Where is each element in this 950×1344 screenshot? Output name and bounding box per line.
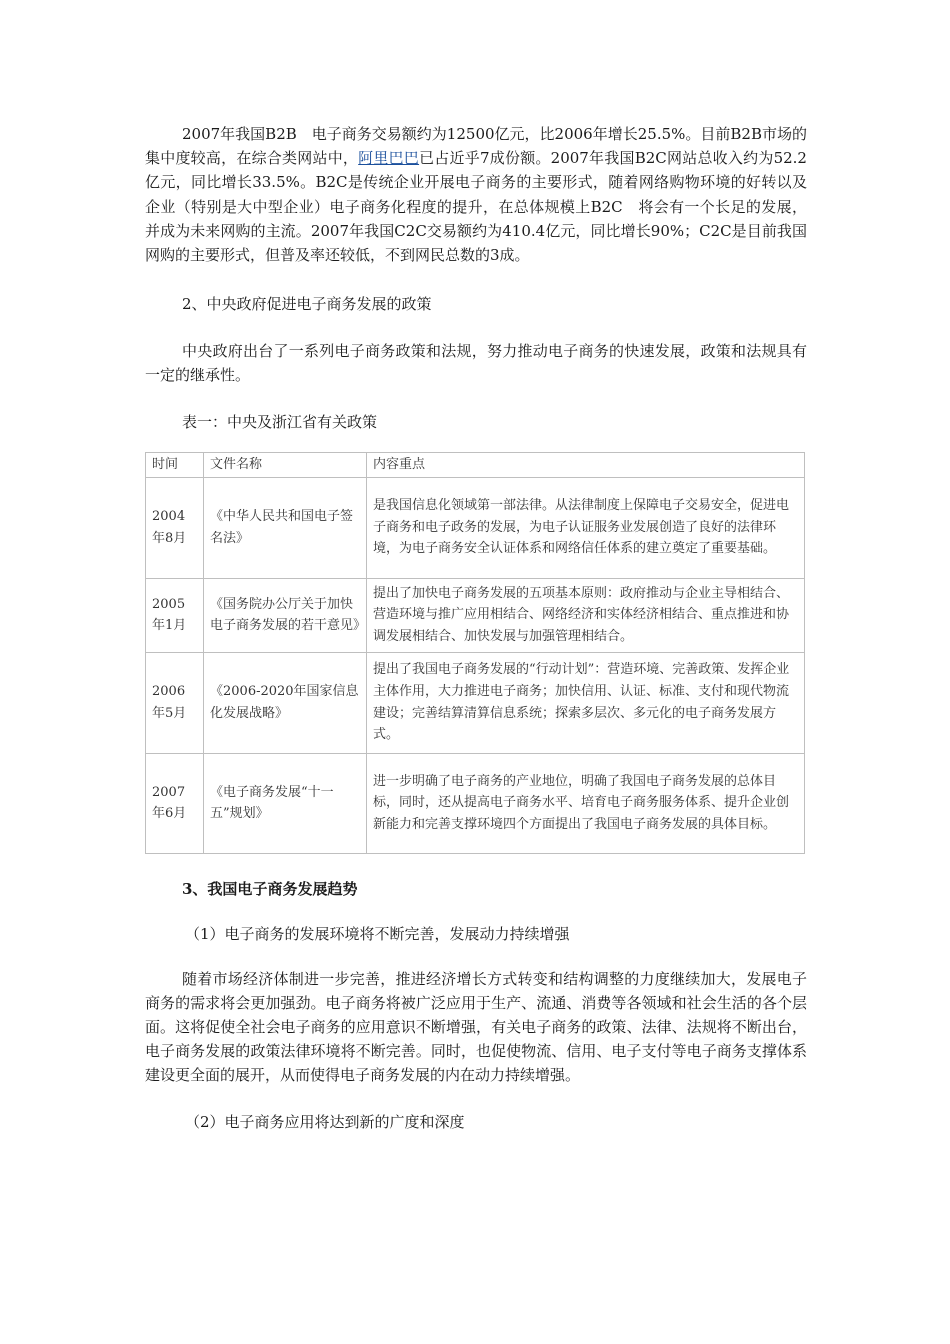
header-time: 时间: [146, 452, 204, 477]
section3-subheading-2: （2）电子商务应用将达到新的广度和深度: [185, 1112, 465, 1131]
row-content: 提出了我国电子商务发展的“行动计划”：营造环境、完善政策、发挥企业主体作用，大力推进电子商务；加快信用、认证、标准、支付和现代物流建设；完善结算清算信息系统；探索多层次、多元化的电子商务发展方式。: [367, 652, 805, 753]
section2-body: 中央政府出台了一系列电子商务政策和法规，努力推动电子商务的快速发展，政策和法规具有一定的继承性。: [145, 342, 807, 385]
section3-heading: 3、我国电子商务发展趋势: [182, 879, 358, 898]
row-time: 2007年6月: [146, 753, 204, 853]
row-document: 《国务院办公厅关于加快电子商务发展的若干意见》: [204, 578, 367, 652]
row-time: 2005年1月: [146, 578, 204, 652]
table-row: [146, 477, 805, 578]
section3-body-1: 随着市场经济体制进一步完善，推进经济增长方式转变和结构调整的力度继续加大，发展电子商务的需求将会更加强劲。电子商务将被广泛应用于生产、流通、消费等各领域和社会生活的各个层面。这将促使全社会电子商务的应用意识不断增强，有关电子商务的政策、法律、法规将不断出台，电子商务发展的政策法律环境将不断完善。同时，也促使物流、信用、电子支付等电子商务支撑体系建设更全面的展开，从而使得电子商务发展的内在动力持续增强。: [145, 969, 807, 1085]
row-time: 2006年5月: [146, 652, 204, 753]
row-document: 《电子商务发展“十一五”规划》: [204, 753, 367, 853]
table-title: 表一：中央及浙江省有关政策: [182, 412, 378, 431]
policy-table: [145, 452, 805, 854]
intro-text-2: 已占近乎7成份额。2007年我国B2C网站总收入约为52.2亿元，同比增长33.5%。B2C是传统企业开展电子商务的主要形式，随着网络购物环境的好转以及企业（特别是大中型企业）电子商务化程度的提升，在总体规模上B2C 将会有一个长足的发展，并成为未来网购的主流。2007年我国C2C交易额约为410.4亿元，同比增长90%；C2C是目前我国网购的主要形式，但普及率还较低，不到网民总数的3成。: [145, 149, 807, 265]
table-row: [146, 578, 805, 652]
section3-subheading-1: （1）电子商务的发展环境将不断完善，发展动力持续增强: [185, 924, 570, 943]
table-row: [146, 753, 805, 853]
intro-text-1: 2007年我国B2B 电子商务交易额约为12500亿元，比2006年增长25.5%。目前B2B市场的集中度较高，在综合类网站中，: [145, 125, 807, 168]
row-content: 是我国信息化领域第一部法律。从法律制度上保障电子交易安全，促进电子商务和电子政务的发展，为电子认证服务业发展创造了良好的法律环境，为电子商务安全认证体系和网络信任体系的建立奠定了重要基础。: [367, 477, 805, 578]
header-content: 内容重点: [367, 452, 805, 477]
table-row: [146, 652, 805, 753]
section2-heading: 2、中央政府促进电子商务发展的政策: [182, 295, 432, 314]
table-header-row: [146, 452, 805, 477]
document-page: [145, 122, 807, 1134]
alibaba-link[interactable]: 阿里巴巴: [358, 149, 420, 168]
intro-paragraph: [145, 122, 807, 267]
row-time: 2004年8月: [146, 477, 204, 578]
row-content: 进一步明确了电子商务的产业地位，明确了我国电子商务发展的总体目标，同时，还从提高电子商务水平、培育电子商务服务体系、提升企业创新能力和完善支撑环境四个方面提出了我国电子商务发展的具体目标。: [367, 753, 805, 853]
row-document: 《2006-2020年国家信息化发展战略》: [204, 652, 367, 753]
row-content: 提出了加快电子商务发展的五项基本原则：政府推动与企业主导相结合、营造环境与推广应用相结合、网络经济和实体经济相结合、重点推进和协调发展相结合、加快发展与加强管理相结合。: [367, 578, 805, 652]
header-document: 文件名称: [204, 452, 367, 477]
row-document: 《中华人民共和国电子签名法》: [204, 477, 367, 578]
